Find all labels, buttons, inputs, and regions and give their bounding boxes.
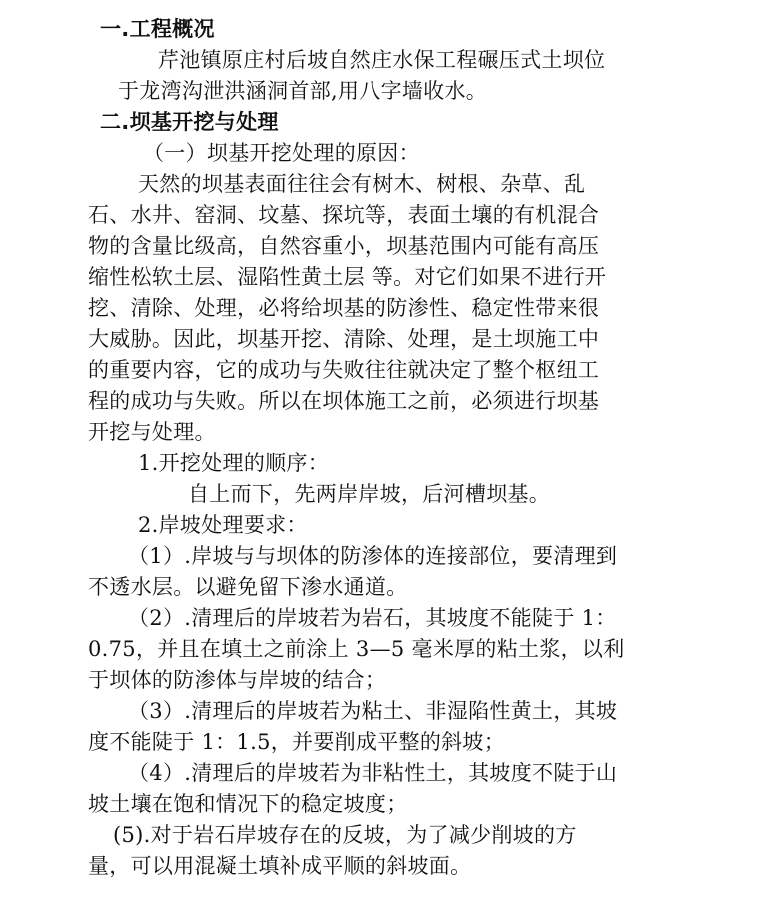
requirement-5-line-2: 量，可以用混凝土填补成平顺的斜坡面。 [88, 854, 472, 878]
requirement-3-line-1: （3）.清理后的岸坡若为粘土、非湿陷性黄土，其坡 [128, 699, 618, 723]
requirements-title: 2.岸坡处理要求： [138, 513, 308, 537]
overview-line-1: 芹池镇原庄村后坡自然庄水保工程碾压式土坝位 [158, 48, 606, 72]
requirement-4-line-1: （4）.清理后的岸坡若为非粘性土，其坡度不陡于山 [128, 761, 618, 785]
reasons-line-4: 缩性松软土层、湿陷性黄土层 等。对它们如果不进行开 [88, 265, 607, 289]
reasons-line-3: 物的含量比级高，自然容重小，坝基范围内可能有高压 [88, 234, 600, 258]
section-heading-overview: 一.工程概况 [100, 17, 215, 41]
requirement-5-line-1: (5).对于岩石岸坡存在的反坡，为了减少削坡的方 [113, 823, 577, 847]
reasons-line-1: 天然的坝基表面往往会有树木、树根、杂草、乱 [138, 172, 586, 196]
reasons-line-7: 的重要内容，它的成功与失败往往就决定了整个枢纽工 [88, 358, 600, 382]
reasons-line-6: 大威胁。因此，坝基开挖、清除、处理，是土坝施工中 [88, 327, 600, 351]
overview-line-2: 于龙湾沟泄洪涵洞首部,用八字墙收水。 [118, 79, 488, 103]
requirement-1-line-2: 不透水层。以避免留下渗水通道。 [88, 575, 408, 599]
order-text: 自上而下，先两岸岸坡，后河槽坝基。 [188, 482, 551, 506]
document-page [88, 14, 688, 882]
order-title: 1.开挖处理的顺序： [138, 451, 330, 475]
reasons-line-5: 挖、清除、处理，必将给坝基的防渗性、稳定性带来很 [88, 296, 600, 320]
requirement-3-line-2: 度不能陡于 1：1.5，并要削成平整的斜坡； [88, 730, 506, 754]
requirement-4-line-2: 坡土壤在饱和情况下的稳定坡度； [88, 792, 408, 816]
requirement-2-line-2: 0.75，并且在填土之前涂上 3—5 毫米厚的粘土浆，以利 [88, 637, 625, 661]
reasons-line-8: 程的成功与失败。所以在坝体施工之前，必须进行坝基 [88, 389, 600, 413]
requirement-2-line-3: 于坝体的防渗体与岸坡的结合； [88, 668, 387, 692]
reasons-line-9: 开挖与处理。 [88, 420, 216, 444]
requirement-2-line-1: （2）.清理后的岸坡若为岩石，其坡度不能陡于 1： [128, 606, 617, 630]
requirement-1-line-1: （1）.岸坡与与坝体的防渗体的连接部位，要清理到 [128, 544, 618, 568]
reasons-line-2: 石、水井、窑洞、坟墓、探坑等，表面土壤的有机混合 [88, 203, 600, 227]
section-heading-foundation: 二.坝基开挖与处理 [100, 110, 279, 134]
subsection-title-reasons: （一）坝基开挖处理的原因： [143, 141, 420, 165]
